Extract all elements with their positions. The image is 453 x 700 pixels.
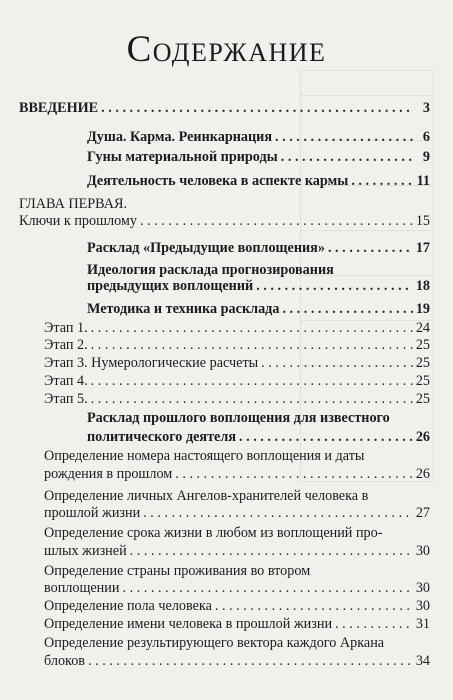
toc-entry-page: 30 [415,543,430,559]
page-title: Содержание [126,29,327,70]
dot-leader [351,173,413,190]
dot-leader [140,213,413,230]
toc-entry-page: 24 [415,320,430,336]
toc-entry-page: 19 [415,301,430,317]
dot-leader [88,653,413,670]
dot-leader [328,240,413,257]
toc-entry [44,580,430,597]
dot-leader [239,429,413,446]
toc-entry [19,100,430,117]
toc-entry-title-line1: Определение личных Ангелов-хранителей человека в [44,488,369,504]
toc-entry-title-line1: Определение срока жизни в любом из воплощений про- [44,525,383,541]
toc-entry-title: Деятельность человека в аспекте кармы [87,173,349,189]
dot-leader [91,391,413,408]
toc-entry-page: 25 [415,391,430,407]
toc-entry-page: 30 [415,580,430,596]
toc-entry-page: 6 [422,129,430,145]
toc-entry-title: прошлой жизни [44,505,141,521]
dot-leader [261,355,413,372]
toc-entry [44,355,430,372]
toc-entry-title-line1: Идеология расклада прогнозирования [87,262,334,278]
dot-leader [175,466,413,483]
dot-leader [282,301,412,318]
toc-entry-page: 9 [422,149,430,165]
toc-entry-title: Расклад «Предыдущие воплощения» [87,240,325,256]
toc-entry [44,505,430,522]
toc-entry [44,320,430,337]
dot-leader [122,580,412,597]
toc-entry-title: ВВЕДЕНИЕ [19,100,99,116]
toc-entry-title: предыдущих воплощений [87,278,254,294]
toc-entry-title-line1: Определение страны проживания во втором [44,563,311,579]
toc-entry-title: Определение имени человека в прошлой жизни [44,616,333,632]
toc-entry-title: Определение пола человека [44,598,212,614]
dot-leader [91,337,413,354]
dot-leader [275,129,413,146]
dot-leader [215,598,413,615]
toc-entry-page: 30 [415,598,430,614]
toc-entry-title: Этап 2. [44,337,88,353]
dot-leader [143,505,413,522]
toc-entry-page: 26 [415,429,430,445]
toc-entry-title: Методика и техника расклада [87,301,280,317]
toc-entry-page: 34 [415,653,430,669]
toc-entry [19,213,430,230]
toc-entry-page: 3 [422,100,430,116]
toc-entry-title: блоков [44,653,86,669]
toc-entry [87,173,430,190]
toc-entry [87,429,430,446]
toc-entry [87,240,430,257]
dot-leader [335,616,413,633]
toc-entry-title: Этап 4. [44,373,88,389]
toc-entry-page: 15 [415,213,430,229]
toc-entry-page: 25 [415,337,430,353]
toc-entry-title: Ключи к прошлому [19,213,137,229]
toc-entry-title: Душа. Карма. Реинкарнация [87,129,273,145]
toc-entry-title: рождения в прошлом [44,466,173,482]
toc-entry [87,149,430,166]
toc-entry-page: 25 [415,355,430,371]
toc-entry [44,373,430,390]
toc-entry [44,543,430,560]
toc-entry [44,337,430,354]
toc-entry-title: Этап 1. [44,320,88,336]
toc-entry-page: 25 [415,373,430,389]
toc-entry-title: воплощении [44,580,120,596]
toc-entry-page: 17 [415,240,430,256]
toc-entry-title: Гуны материальной природы [87,149,278,165]
toc-entry-title: политического деятеля [87,429,236,445]
toc-entry-title-line1: Определение результирующего вектора каждого Аркана [44,635,385,651]
dot-leader [130,543,413,560]
toc-entry [44,616,430,633]
dot-leader [101,100,413,117]
toc-entry-page: 27 [415,505,430,521]
toc-entry [44,466,430,483]
toc-entry-title-line1: Расклад прошлого воплощения для известного [87,410,390,426]
dot-leader [256,278,413,295]
toc-entry [44,598,430,615]
toc-entry-page: 18 [415,278,430,294]
toc-entry-title-line1: Определение номера настоящего воплощения и даты [44,448,365,464]
dot-leader [281,149,413,166]
chapter-heading: ГЛАВА ПЕРВАЯ. [19,196,127,212]
toc-entry [87,129,430,146]
toc-entry [44,391,430,408]
toc-entry-title: Этап 3. Нумерологические расчеты [44,355,259,371]
toc-entry-page: 11 [416,173,430,189]
toc-entry-title: шлых жизней [44,543,127,559]
dot-leader [91,373,413,390]
toc-entry [87,301,430,318]
toc-entry [87,278,430,295]
toc-entry-title: Этап 5. [44,391,88,407]
dot-leader [91,320,413,337]
toc-entry [44,653,430,670]
toc-entry-page: 26 [415,466,430,482]
toc-entry-page: 31 [415,616,430,632]
